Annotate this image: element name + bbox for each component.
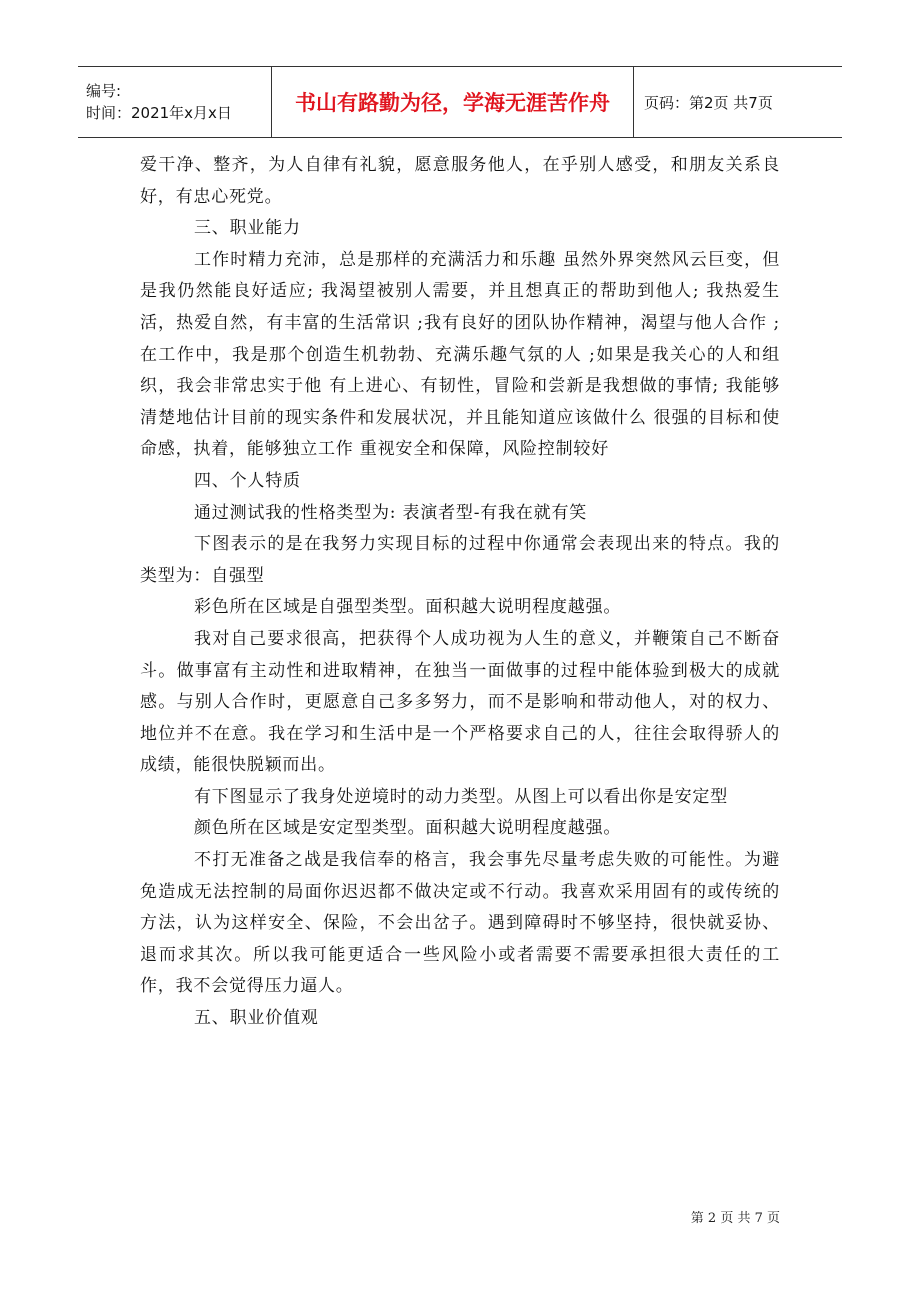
paragraph: 颜色所在区域是安定型类型。面积越大说明程度越强。 (194, 818, 622, 839)
header-motto-cell (272, 67, 634, 137)
motto-text: 书山有路勤为径，学海无涯苦作舟 (295, 91, 610, 115)
serial-number-label: 编号: (86, 82, 122, 100)
paragraph: 不打无准备之战是我信奉的格言，我会事先尽量考虑失败的可能性。为避免造成无法控制的局面你迟迟都不做决定或不行动。我喜欢采用固有的或传统的方法，认为这样安全、保险，不会出岔子。遇到障碍时不够坚持，很快就妥协、退而求其次。所以我可能更适合一些风险小或者需要不需要承担很大责任的工作，我不会觉得压力逼人。 (140, 850, 780, 997)
page-header (78, 66, 842, 138)
section-heading-career-values: 五、职业价值观 (194, 1008, 319, 1029)
footer-page-number: 第 2 页 共 7 页 (690, 1211, 780, 1226)
document-body (140, 150, 780, 1035)
paragraph: 有下图显示了我身处逆境时的动力类型。从图上可以看出你是安定型 (194, 786, 728, 807)
section-heading-career-ability: 三、职业能力 (194, 218, 301, 239)
section-heading-personal-traits: 四、个人特质 (194, 470, 301, 491)
header-page-number: 页码：第2页 共7页 (644, 93, 773, 112)
paragraph: 工作时精力充沛，总是那样的充满活力和乐趣 虽然外界突然风云巨变，但是我仍然能良好适应; 我渴望被别人需要，并且想真正的帮助到他人; 我热爱生活，热爱自然，有丰富的生活常识 ;我有良好的团队协作精神，渴望与他人合作 ;在工作中，我是那个创造生机勃勃、充满乐趣气氛的人 ;如果是我关心的人和组织，我会非常忠实于他 有上进心、有韧性，冒险和尝新是我想做的事情; 我能够清楚地估计目前的现实条件和发展状况，并且能知道应该做什么 很强的目标和使命感，执着，能够独立工作 重视安全和保障，风险控制较好 (140, 249, 780, 460)
paragraph: 我对自己要求很高，把获得个人成功视为人生的意义，并鞭策自己不断奋斗。做事富有主动性和进取精神，在独当一面做事的过程中能体验到极大的成就感。与别人合作时，更愿意自己多多努力，而不是影响和带动他人，对的权力、地位并不在意。我在学习和生活中是一个严格要求自己的人，往往会取得骄人的成绩，能很快脱颖而出。 (140, 628, 780, 776)
paragraph: 通过测试我的性格类型为: 表演者型-有我在就有笑 (194, 502, 588, 523)
date-label: 时间：2021年x月x日 (86, 104, 232, 122)
header-page-cell (634, 67, 842, 137)
paragraph-continuation: 爱干净、整齐，为人自律有礼貌，愿意服务他人，在乎别人感受，和朋友关系良好，有忠心死党。 (140, 155, 780, 207)
paragraph: 彩色所在区域是自强型类型。面积越大说明程度越强。 (194, 597, 622, 618)
header-info-cell (78, 67, 272, 137)
page-footer (691, 1207, 780, 1226)
paragraph: 下图表示的是在我努力实现目标的过程中你通常会表现出来的特点。我的类型为：自强型 (140, 534, 780, 586)
